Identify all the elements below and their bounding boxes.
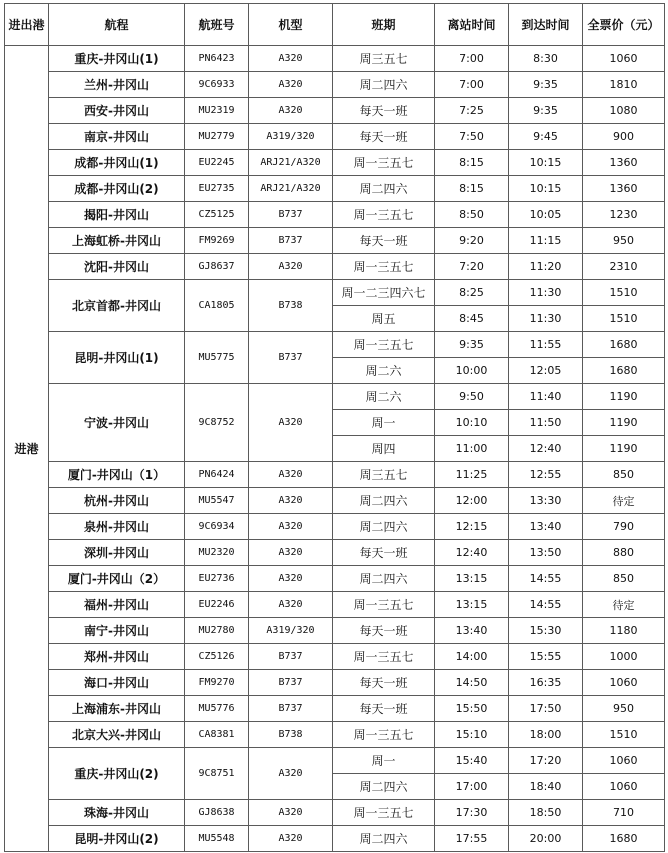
route-cell: 北京首都-井冈山 (49, 280, 185, 332)
header-departure-time: 离站时间 (435, 4, 509, 46)
fare-cell: 1060 (583, 774, 665, 800)
arrival-time-cell: 12:55 (509, 462, 583, 488)
departure-time-cell: 13:40 (435, 618, 509, 644)
arrival-time-cell: 11:20 (509, 254, 583, 280)
fare-cell: 1810 (583, 72, 665, 98)
departure-time-cell: 14:50 (435, 670, 509, 696)
schedule-days-cell: 周一 (333, 748, 435, 774)
schedule-days-cell: 周一二三四六七 (333, 280, 435, 306)
route-cell: 上海虹桥-井冈山 (49, 228, 185, 254)
table-row (5, 98, 665, 124)
flight-number-cell: EU2736 (185, 566, 249, 592)
arrival-time-cell: 12:05 (509, 358, 583, 384)
fare-cell: 1360 (583, 150, 665, 176)
departure-time-cell: 7:00 (435, 72, 509, 98)
schedule-days-cell: 每天一班 (333, 670, 435, 696)
table-row (5, 150, 665, 176)
fare-cell: 1190 (583, 436, 665, 462)
table-row (5, 228, 665, 254)
fare-cell: 710 (583, 800, 665, 826)
aircraft-type-cell: A320 (249, 72, 333, 98)
schedule-days-cell: 周一三五七 (333, 644, 435, 670)
flight-number-cell: CZ5126 (185, 644, 249, 670)
flight-number-cell: PN6423 (185, 46, 249, 72)
flight-number-cell: MU2320 (185, 540, 249, 566)
departure-time-cell: 8:15 (435, 150, 509, 176)
route-cell: 沈阳-井冈山 (49, 254, 185, 280)
schedule-days-cell: 周二四六 (333, 72, 435, 98)
route-cell: 南宁-井冈山 (49, 618, 185, 644)
schedule-days-cell: 周二四六 (333, 488, 435, 514)
aircraft-type-cell: A320 (249, 462, 333, 488)
aircraft-type-cell: B738 (249, 722, 333, 748)
aircraft-type-cell: A320 (249, 540, 333, 566)
schedule-days-cell: 周三五七 (333, 462, 435, 488)
schedule-days-cell: 每天一班 (333, 618, 435, 644)
departure-time-cell: 7:50 (435, 124, 509, 150)
arrival-time-cell: 10:15 (509, 176, 583, 202)
table-row (5, 46, 665, 72)
table-row (5, 254, 665, 280)
table-row (5, 384, 665, 410)
aircraft-type-cell: B737 (249, 670, 333, 696)
schedule-days-cell: 周一三五七 (333, 800, 435, 826)
arrival-time-cell: 15:55 (509, 644, 583, 670)
schedule-days-cell: 周二四六 (333, 774, 435, 800)
departure-time-cell: 8:15 (435, 176, 509, 202)
departure-time-cell: 11:00 (435, 436, 509, 462)
arrival-time-cell: 18:40 (509, 774, 583, 800)
aircraft-type-cell: B737 (249, 228, 333, 254)
fare-cell: 待定 (583, 488, 665, 514)
fare-cell: 1080 (583, 98, 665, 124)
route-cell: 上海浦东-井冈山 (49, 696, 185, 722)
departure-time-cell: 8:50 (435, 202, 509, 228)
arrival-time-cell: 9:35 (509, 72, 583, 98)
table-row (5, 592, 665, 618)
header-route: 航程 (49, 4, 185, 46)
flight-number-cell: FM9270 (185, 670, 249, 696)
departure-time-cell: 14:00 (435, 644, 509, 670)
arrival-time-cell: 11:30 (509, 306, 583, 332)
fare-cell: 1060 (583, 748, 665, 774)
fare-cell: 900 (583, 124, 665, 150)
schedule-days-cell: 周二四六 (333, 826, 435, 852)
table-row (5, 176, 665, 202)
fare-cell: 1190 (583, 410, 665, 436)
schedule-days-cell: 周一 (333, 410, 435, 436)
header-aircraft-type: 机型 (249, 4, 333, 46)
table-row (5, 462, 665, 488)
flight-number-cell: MU2780 (185, 618, 249, 644)
arrival-time-cell: 13:30 (509, 488, 583, 514)
flight-number-cell: CZ5125 (185, 202, 249, 228)
fare-cell: 880 (583, 540, 665, 566)
departure-time-cell: 17:00 (435, 774, 509, 800)
aircraft-type-cell: A320 (249, 800, 333, 826)
schedule-days-cell: 周四 (333, 436, 435, 462)
flight-number-cell: EU2735 (185, 176, 249, 202)
departure-time-cell: 13:15 (435, 566, 509, 592)
flight-schedule-table (4, 3, 665, 852)
fare-cell: 1180 (583, 618, 665, 644)
arrival-time-cell: 18:00 (509, 722, 583, 748)
aircraft-type-cell: A320 (249, 566, 333, 592)
departure-time-cell: 15:40 (435, 748, 509, 774)
table-row (5, 514, 665, 540)
flight-number-cell: FM9269 (185, 228, 249, 254)
table-row (5, 670, 665, 696)
flight-number-cell: PN6424 (185, 462, 249, 488)
table-row (5, 540, 665, 566)
fare-cell: 850 (583, 462, 665, 488)
route-cell: 福州-井冈山 (49, 592, 185, 618)
header-full-fare: 全票价（元） (583, 4, 665, 46)
schedule-days-cell: 周三五七 (333, 46, 435, 72)
departure-time-cell: 10:10 (435, 410, 509, 436)
fare-cell: 1190 (583, 384, 665, 410)
flight-number-cell: MU5775 (185, 332, 249, 384)
flight-number-cell: MU5548 (185, 826, 249, 852)
flight-number-cell: EU2246 (185, 592, 249, 618)
fare-cell: 950 (583, 228, 665, 254)
arrival-time-cell: 15:30 (509, 618, 583, 644)
departure-time-cell: 13:15 (435, 592, 509, 618)
schedule-days-cell: 周五 (333, 306, 435, 332)
departure-time-cell: 10:00 (435, 358, 509, 384)
departure-time-cell: 12:40 (435, 540, 509, 566)
table-row (5, 202, 665, 228)
departure-time-cell: 7:25 (435, 98, 509, 124)
arrival-time-cell: 8:30 (509, 46, 583, 72)
departure-time-cell: 11:25 (435, 462, 509, 488)
flight-number-cell: MU2779 (185, 124, 249, 150)
fare-cell: 1510 (583, 306, 665, 332)
fare-cell: 1510 (583, 722, 665, 748)
arrival-time-cell: 9:35 (509, 98, 583, 124)
table-row (5, 644, 665, 670)
header-flight-number: 航班号 (185, 4, 249, 46)
flight-number-cell: MU2319 (185, 98, 249, 124)
schedule-days-cell: 周一三五七 (333, 592, 435, 618)
header-row (5, 4, 665, 46)
schedule-days-cell: 周二六 (333, 384, 435, 410)
departure-time-cell: 9:50 (435, 384, 509, 410)
fare-cell: 1060 (583, 670, 665, 696)
departure-time-cell: 7:00 (435, 46, 509, 72)
departure-time-cell: 8:45 (435, 306, 509, 332)
route-cell: 成都-井冈山(1) (49, 150, 185, 176)
aircraft-type-cell: ARJ21/A320 (249, 150, 333, 176)
route-cell: 北京大兴-井冈山 (49, 722, 185, 748)
route-cell: 昆明-井冈山(1) (49, 332, 185, 384)
table-row (5, 72, 665, 98)
aircraft-type-cell: A319/320 (249, 124, 333, 150)
arrival-time-cell: 10:05 (509, 202, 583, 228)
aircraft-type-cell: A320 (249, 826, 333, 852)
schedule-days-cell: 每天一班 (333, 228, 435, 254)
aircraft-type-cell: A320 (249, 488, 333, 514)
fare-cell: 1230 (583, 202, 665, 228)
aircraft-type-cell: B737 (249, 332, 333, 384)
aircraft-type-cell: B737 (249, 696, 333, 722)
arrival-time-cell: 11:40 (509, 384, 583, 410)
fare-cell: 790 (583, 514, 665, 540)
route-cell: 深圳-井冈山 (49, 540, 185, 566)
schedule-days-cell: 周一三五七 (333, 202, 435, 228)
schedule-days-cell: 周一三五七 (333, 150, 435, 176)
flight-number-cell: GJ8638 (185, 800, 249, 826)
route-cell: 成都-井冈山(2) (49, 176, 185, 202)
aircraft-type-cell: A320 (249, 592, 333, 618)
schedule-days-cell: 周二四六 (333, 566, 435, 592)
aircraft-type-cell: A320 (249, 46, 333, 72)
flight-number-cell: CA8381 (185, 722, 249, 748)
table-row (5, 618, 665, 644)
aircraft-type-cell: A319/320 (249, 618, 333, 644)
table-row (5, 332, 665, 358)
fare-cell: 待定 (583, 592, 665, 618)
route-cell: 杭州-井冈山 (49, 488, 185, 514)
route-cell: 昆明-井冈山(2) (49, 826, 185, 852)
fare-cell: 1360 (583, 176, 665, 202)
table-row (5, 566, 665, 592)
arrival-time-cell: 14:55 (509, 592, 583, 618)
departure-time-cell: 12:00 (435, 488, 509, 514)
table-row (5, 280, 665, 306)
route-cell: 西安-井冈山 (49, 98, 185, 124)
departure-time-cell: 9:20 (435, 228, 509, 254)
fare-cell: 1680 (583, 826, 665, 852)
arrival-time-cell: 16:35 (509, 670, 583, 696)
aircraft-type-cell: B738 (249, 280, 333, 332)
arrival-time-cell: 10:15 (509, 150, 583, 176)
departure-time-cell: 8:25 (435, 280, 509, 306)
arrival-time-cell: 14:55 (509, 566, 583, 592)
schedule-days-cell: 周一三五七 (333, 254, 435, 280)
fare-cell: 1680 (583, 358, 665, 384)
flight-number-cell: EU2245 (185, 150, 249, 176)
aircraft-type-cell: A320 (249, 98, 333, 124)
route-cell: 厦门-井冈山（1） (49, 462, 185, 488)
flight-number-cell: GJ8637 (185, 254, 249, 280)
fare-cell: 850 (583, 566, 665, 592)
schedule-days-cell: 周二四六 (333, 514, 435, 540)
schedule-days-cell: 每天一班 (333, 696, 435, 722)
flight-number-cell: MU5776 (185, 696, 249, 722)
table-row (5, 826, 665, 852)
route-cell: 珠海-井冈山 (49, 800, 185, 826)
route-cell: 揭阳-井冈山 (49, 202, 185, 228)
arrival-time-cell: 9:45 (509, 124, 583, 150)
fare-cell: 950 (583, 696, 665, 722)
departure-time-cell: 12:15 (435, 514, 509, 540)
schedule-days-cell: 每天一班 (333, 98, 435, 124)
route-cell: 重庆-井冈山(2) (49, 748, 185, 800)
aircraft-type-cell: B737 (249, 202, 333, 228)
aircraft-type-cell: A320 (249, 514, 333, 540)
header-schedule-days: 班期 (333, 4, 435, 46)
arrival-time-cell: 17:50 (509, 696, 583, 722)
table-row (5, 748, 665, 774)
route-cell: 厦门-井冈山（2） (49, 566, 185, 592)
flight-number-cell: MU5547 (185, 488, 249, 514)
table-row (5, 696, 665, 722)
flight-number-cell: 9C6933 (185, 72, 249, 98)
flight-number-cell: 9C8751 (185, 748, 249, 800)
fare-cell: 1060 (583, 46, 665, 72)
direction-cell: 进港 (5, 46, 49, 852)
arrival-time-cell: 12:40 (509, 436, 583, 462)
route-cell: 南京-井冈山 (49, 124, 185, 150)
fare-cell: 1680 (583, 332, 665, 358)
departure-time-cell: 15:50 (435, 696, 509, 722)
table-row (5, 722, 665, 748)
departure-time-cell: 7:20 (435, 254, 509, 280)
arrival-time-cell: 11:55 (509, 332, 583, 358)
schedule-days-cell: 每天一班 (333, 124, 435, 150)
arrival-time-cell: 18:50 (509, 800, 583, 826)
departure-time-cell: 9:35 (435, 332, 509, 358)
table-row (5, 124, 665, 150)
arrival-time-cell: 17:20 (509, 748, 583, 774)
route-cell: 泉州-井冈山 (49, 514, 185, 540)
flight-number-cell: 9C6934 (185, 514, 249, 540)
arrival-time-cell: 13:50 (509, 540, 583, 566)
route-cell: 兰州-井冈山 (49, 72, 185, 98)
arrival-time-cell: 11:30 (509, 280, 583, 306)
arrival-time-cell: 11:15 (509, 228, 583, 254)
header-arrival-time: 到达时间 (509, 4, 583, 46)
schedule-body (5, 46, 665, 852)
aircraft-type-cell: A320 (249, 384, 333, 462)
route-cell: 郑州-井冈山 (49, 644, 185, 670)
header-direction: 进出港 (5, 4, 49, 46)
departure-time-cell: 15:10 (435, 722, 509, 748)
fare-cell: 1510 (583, 280, 665, 306)
schedule-days-cell: 周二六 (333, 358, 435, 384)
table-row (5, 488, 665, 514)
arrival-time-cell: 13:40 (509, 514, 583, 540)
aircraft-type-cell: B737 (249, 644, 333, 670)
fare-cell: 1000 (583, 644, 665, 670)
route-cell: 海口-井冈山 (49, 670, 185, 696)
fare-cell: 2310 (583, 254, 665, 280)
aircraft-type-cell: A320 (249, 254, 333, 280)
aircraft-type-cell: A320 (249, 748, 333, 800)
schedule-days-cell: 周一三五七 (333, 722, 435, 748)
table-row (5, 800, 665, 826)
aircraft-type-cell: ARJ21/A320 (249, 176, 333, 202)
flight-number-cell: 9C8752 (185, 384, 249, 462)
departure-time-cell: 17:55 (435, 826, 509, 852)
arrival-time-cell: 20:00 (509, 826, 583, 852)
schedule-days-cell: 周一三五七 (333, 332, 435, 358)
schedule-days-cell: 周二四六 (333, 176, 435, 202)
route-cell: 宁波-井冈山 (49, 384, 185, 462)
flight-number-cell: CA1805 (185, 280, 249, 332)
arrival-time-cell: 11:50 (509, 410, 583, 436)
departure-time-cell: 17:30 (435, 800, 509, 826)
schedule-days-cell: 每天一班 (333, 540, 435, 566)
route-cell: 重庆-井冈山(1) (49, 46, 185, 72)
